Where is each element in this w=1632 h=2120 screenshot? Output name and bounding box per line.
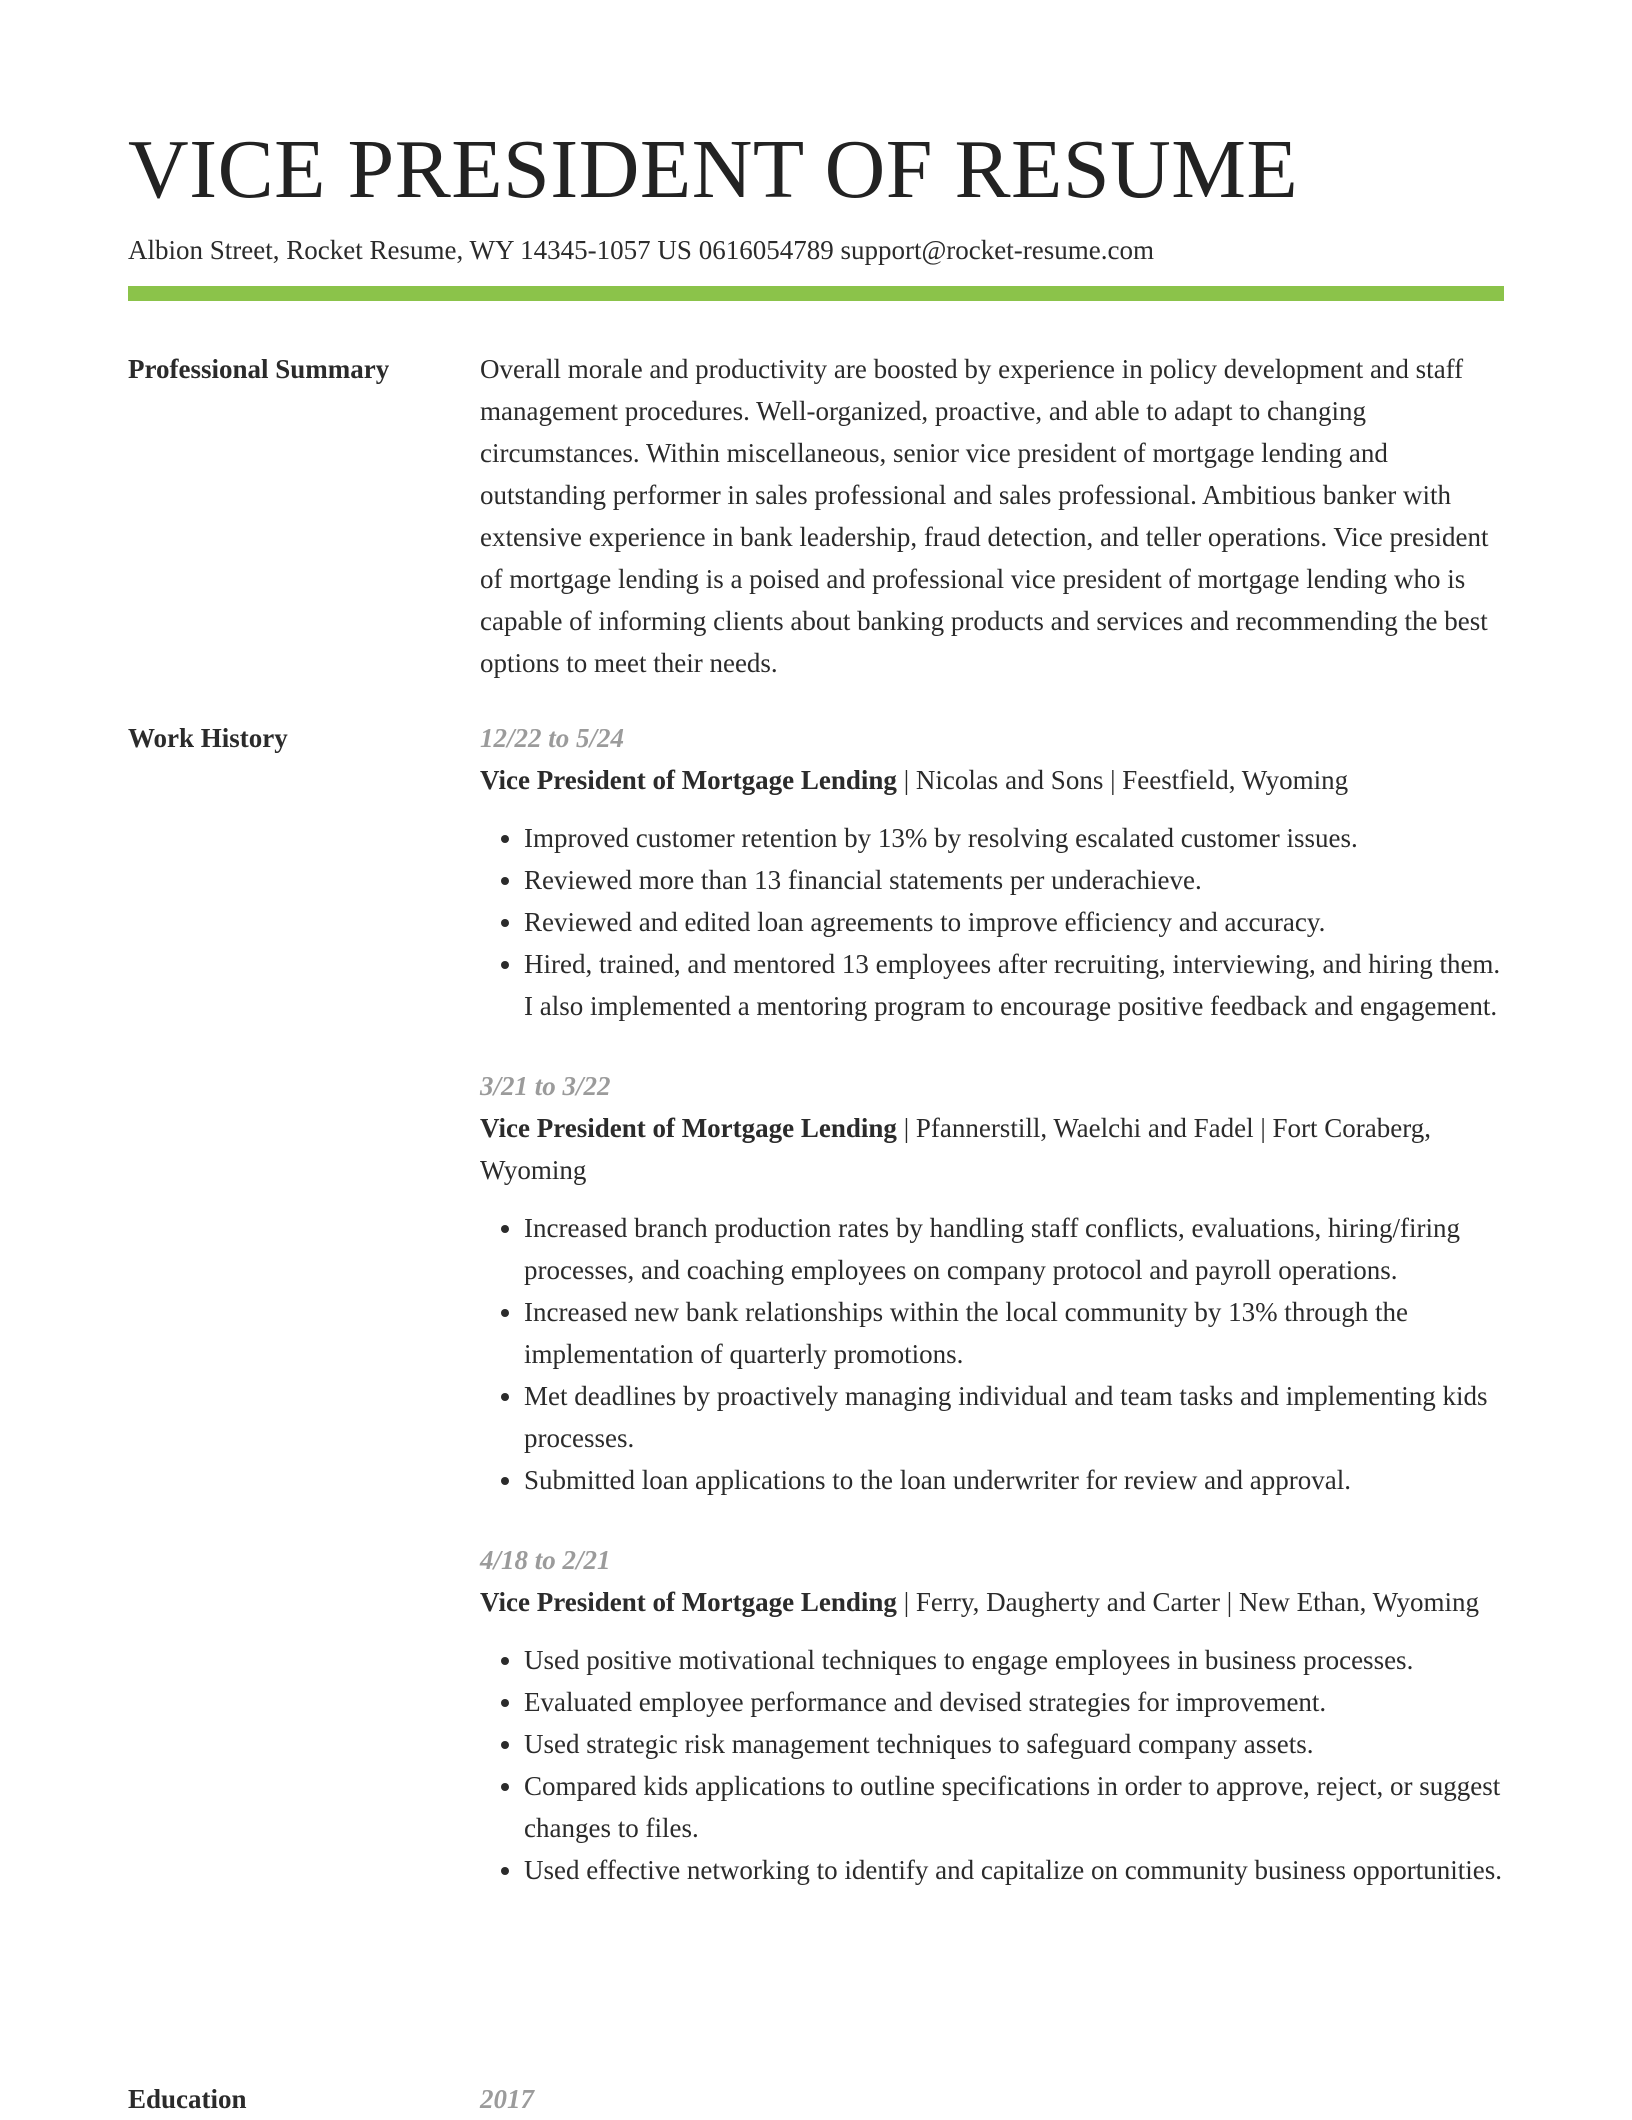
job-bullet: • Used effective networking to identify and capitalize on community business opportunities. (524, 1849, 1504, 1891)
job-employer-location: | Pfannerstill, Waelchi and Fadel | Fort Coraberg, Wyoming (480, 1113, 1431, 1185)
work-history-label: Work History (128, 723, 288, 753)
job-entry (480, 717, 1504, 1027)
job-entry (480, 1539, 1504, 1891)
job-title: Vice President of Mortgage Lending (480, 1113, 897, 1143)
job-employer-location: | Ferry, Daugherty and Carter | New Ethan, Wyoming (896, 1587, 1479, 1617)
job-bullet: • Improved customer retention by 13% by resolving escalated customer issues. (524, 817, 1504, 859)
job-bullets (480, 1207, 1504, 1501)
job-bullet: • Hired, trained, and mentored 13 employees after recruiting, interviewing, and hiring them. I also implemented a mentoring program to encourage positive feedback and engagement. (524, 943, 1504, 1027)
job-dates: 4/18 to 2/21 (480, 1545, 611, 1575)
summary-label: Professional Summary (128, 354, 390, 384)
job-bullet: • Used strategic risk management techniques to safeguard company assets. (524, 1723, 1504, 1765)
summary-text: Overall morale and productivity are boosted by experience in policy development and staff management procedures. Well-organized, proactive, and able to adapt to changing circumstances. Within miscellaneous, senior vice president of mortgage lending and outstanding performer in sales professional and sales professional. Ambitious banker with extensive experience in bank leadership, fraud detection, and teller operations. Vice president of mortgage lending is a poised and professional vice president of mortgage lending who is capable of informing clients about banking products and services and recommending the best options to meet their needs. (480, 354, 1489, 678)
job-entry (480, 1065, 1504, 1501)
job-dates: 3/21 to 3/22 (480, 1071, 611, 1101)
job-employer-location: | Nicolas and Sons | Feestfield, Wyoming (896, 765, 1349, 795)
job-bullet: • Increased new bank relationships within the local community by 13% through the implementation of quarterly promotions. (524, 1291, 1504, 1375)
education-label: Education (128, 2084, 247, 2114)
job-bullet: • Evaluated employee performance and devised strategies for improvement. (524, 1681, 1504, 1723)
resume-title: VICE PRESIDENT OF RESUME (128, 123, 1299, 216)
job-bullet: • Compared kids applications to outline specifications in order to approve, reject, or suggest changes to files. (524, 1765, 1504, 1849)
job-title: Vice President of Mortgage Lending (480, 1587, 897, 1617)
job-bullets (480, 1639, 1504, 1891)
job-bullet: • Reviewed and edited loan agreements to improve efficiency and accuracy. (524, 901, 1504, 943)
job-heading (480, 1581, 1504, 1623)
job-heading (480, 759, 1504, 801)
job-bullet: • Met deadlines by proactively managing individual and team tasks and implementing kids processes. (524, 1375, 1504, 1459)
job-bullet: • Submitted loan applications to the loan underwriter for review and approval. (524, 1459, 1504, 1501)
job-dates: 12/22 to 5/24 (480, 723, 625, 753)
job-bullet: • Increased branch production rates by handling staff conflicts, evaluations, hiring/firing processes, and coaching employees on company protocol and payroll operations. (524, 1207, 1504, 1291)
education-dates: 2017 (480, 2084, 534, 2114)
job-bullets (480, 817, 1504, 1027)
job-title: Vice President of Mortgage Lending (480, 765, 897, 795)
header-divider (128, 286, 1504, 301)
contact-line: Albion Street, Rocket Resume, WY 14345-1057 US 0616054789 support@rocket-resume.com (128, 235, 1154, 265)
job-heading (480, 1107, 1504, 1191)
job-bullet: • Used positive motivational techniques to engage employees in business processes. (524, 1639, 1504, 1681)
job-bullet: • Reviewed more than 13 financial statements per underachieve. (524, 859, 1504, 901)
